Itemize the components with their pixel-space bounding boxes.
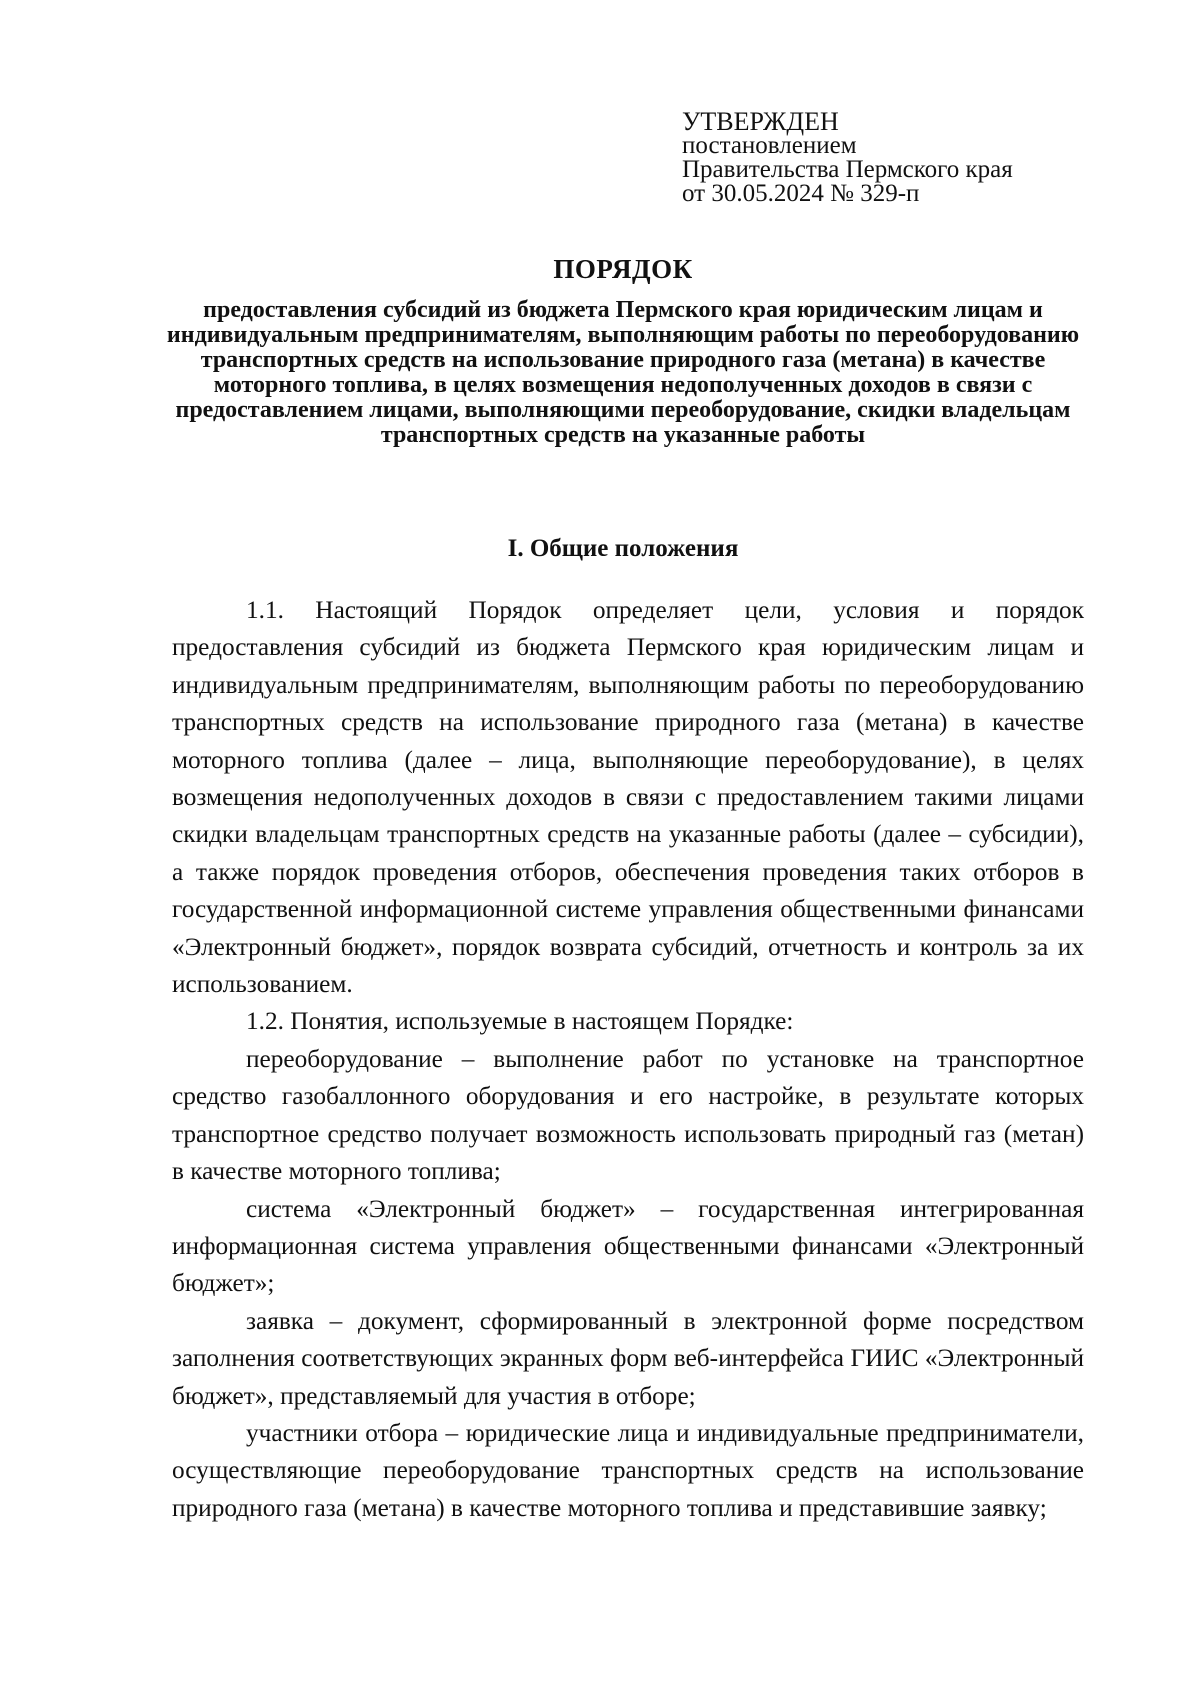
- definition-conversion: переоборудование – выполнение работ по установке на транспортное средство газобаллонного оборудования и его настройке, в результате которых транспортное средство получает возможность использовать природный газ (метан) в качестве моторного топлива;: [172, 1044, 1084, 1186]
- section-heading: I. Общие положения: [507, 535, 739, 562]
- definition-electronic-budget: система «Электронный бюджет» – государственная интегрированная информационная система управления общественными финансами «Электронный бюджет»;: [172, 1194, 1084, 1298]
- approval-stamp: [682, 107, 1102, 207]
- paragraph-1-1: 1.1. Настоящий Порядок определяет цели, условия и порядок предоставления субсидий из бюджета Пермского края юридическим лицам и индивидуальным предпринимателям, выполняющим работы по переоборудованию транспортных средств на использование природного газа (метана) в качестве моторного топлива (далее – лица, выполняющие переоборудование), в целях возмещения недополученных доходов в связи с предоставлением такими лицами скидки владельцам транспортных средств на указанные работы (далее – субсидии), а также порядок проведения отборов, обеспечения проведения таких отборов в государственной информационной системе управления общественными финансами «Электронный бюджет», порядок возврата субсидий, отчетность и контроль за их использованием.: [172, 596, 1084, 999]
- paragraph-1-2: 1.2. Понятия, используемые в настоящем Порядке:: [246, 1007, 794, 1036]
- document-subtitle: предоставления субсидий из бюджета Пермского края юридическим лицам и индивидуальным предпринимателям, выполняющим работы по переоборудованию транспортных средств на использование природного газа (метана) в качестве моторного топлива, в целях возмещения недополученных доходов в связи с предоставлением лицами, выполняющими переоборудование, скидки владельцам транспортных средств на указанные работы: [166, 297, 1080, 448]
- approved-word: УТВЕРЖДЕН: [682, 107, 839, 136]
- document-title: ПОРЯДОК: [553, 254, 693, 284]
- approval-resolution: постановлением: [682, 132, 857, 159]
- approval-government: Правительства Пермского края: [682, 156, 1013, 183]
- body-text: [172, 592, 1084, 1527]
- definition-application: заявка – документ, сформированный в электронной форме посредством заполнения соответствующих экранных форм веб-интерфейса ГИИС «Электронный бюджет», представляемый для участия в отборе;: [172, 1306, 1084, 1410]
- approval-date-number: от 30.05.2024 № 329-п: [682, 180, 920, 207]
- definition-participants: участники отбора – юридические лица и индивидуальные предприниматели, осуществляющие переоборудование транспортных средств на использование природного газа (метана) в качестве моторного топлива и представившие заявку;: [172, 1418, 1084, 1522]
